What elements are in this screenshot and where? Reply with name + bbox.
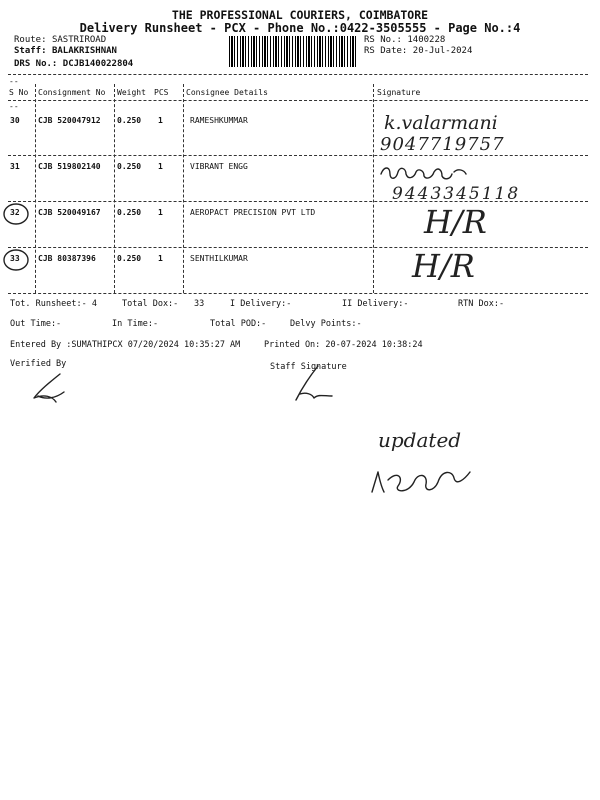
total-dox-value: 33 [194, 299, 205, 309]
handwritten-tamil-signature [378, 160, 478, 184]
row-consignee: SENTHILKUMAR [190, 254, 248, 263]
rs-date-value: 20-Jul-2024 [412, 46, 473, 56]
row-sno: 32 [10, 208, 20, 217]
runsheet-subtitle: Delivery Runsheet - PCX - Phone No.:0422-3505555 - Page No.:4 [79, 21, 521, 35]
handwritten-phone: 9443345118 [392, 184, 521, 204]
table-top-rule [8, 74, 588, 75]
tot-runsheet: Tot. Runsheet:- 4 [10, 299, 97, 309]
col-header-weight: Weight [117, 88, 146, 97]
staff-row [14, 46, 117, 56]
row-pcs: 1 [158, 254, 163, 263]
row-consignment: CJB 520047912 [38, 116, 101, 125]
staff-value: BALAKRISHNAN [51, 46, 117, 56]
staff-signature-scribble [288, 364, 338, 404]
company-title: THE PROFESSIONAL COURIERS, COIMBATORE [171, 8, 429, 22]
row-pcs: 1 [158, 208, 163, 217]
total-pod: Total POD:- [210, 319, 267, 329]
handwritten-signature-name: k.valarmani [384, 112, 498, 134]
verifier-signature-scribble [30, 372, 70, 406]
rs-no-label: RS No.: [364, 35, 402, 45]
row-weight: 0.250 [117, 162, 142, 171]
rs-date-label: RS Date: [364, 46, 408, 56]
row-weight: 0.250 [117, 116, 142, 125]
drs-label: DRS No.: [14, 59, 58, 69]
row-weight: 0.250 [117, 208, 142, 217]
out-time: Out Time:- [10, 319, 62, 329]
col-header-signature: Signature [377, 88, 421, 97]
handwritten-phone: 9047719757 [380, 134, 505, 155]
column-divider [373, 84, 374, 293]
route-value: SASTRIROAD [51, 35, 107, 45]
row-consignee: VIBRANT ENGG [190, 162, 248, 171]
row-consignee: AEROPACT PRECISION PVT LTD [190, 208, 316, 217]
col-header-sno: S No [9, 88, 29, 97]
row-pcs: 1 [158, 116, 163, 125]
route-label: Route: [14, 35, 47, 45]
staff-label: Staff: [14, 46, 47, 56]
drs-value: DCJB140022804 [62, 59, 134, 69]
rtn-dox: RTN Dox:- [458, 299, 505, 309]
table-bottom-rule [8, 293, 588, 294]
delvy-points: Delvy Points:- [290, 319, 362, 329]
rs-no-value: 1400228 [407, 35, 446, 45]
rs-date-row [364, 46, 472, 56]
row-sno: 30 [10, 116, 20, 125]
total-dox-label: Total Dox:- [122, 299, 179, 309]
col-header-pcs: PCS [154, 88, 169, 97]
row-weight: 0.250 [117, 254, 142, 263]
col-header-consignment: Consignment No [38, 88, 106, 97]
rs-no-row [364, 35, 445, 45]
staff-signature-label: Staff Signature [270, 362, 347, 372]
row-consignee: RAMESHKUMMAR [190, 116, 248, 125]
handwritten-updated-note: updated [378, 428, 462, 452]
handwritten-hr-mark: H/R [412, 247, 475, 285]
barcode-image [229, 36, 356, 67]
i-delivery: I Delivery:- [230, 299, 292, 309]
ii-delivery: II Delivery:- [342, 299, 409, 309]
verified-by-label: Verified By [10, 359, 67, 369]
row-consignment: CJB 519802140 [38, 162, 101, 171]
route-row [14, 35, 106, 45]
printed-on: Printed On: 20-07-2024 10:38:24 [264, 340, 423, 350]
col-header-consignee: Consignee Details [186, 88, 268, 97]
handwritten-initials-scribble [368, 452, 478, 500]
column-divider [183, 84, 184, 293]
entered-by: Entered By :SUMATHIPCX 07/20/2024 10:35:27 AM [10, 340, 241, 350]
row-dash-marker: -- [9, 102, 19, 111]
row-divider [8, 155, 588, 156]
handwritten-hr-mark: H/R [424, 203, 487, 241]
header-dash-marker: -- [9, 77, 19, 86]
row-sno: 31 [10, 162, 20, 171]
in-time: In Time:- [112, 319, 159, 329]
row-consignment: CJB 80387396 [38, 254, 96, 263]
row-pcs: 1 [158, 162, 163, 171]
row-divider [8, 247, 588, 248]
row-sno: 33 [10, 254, 20, 263]
row-consignment: CJB 520049167 [38, 208, 101, 217]
column-divider [114, 84, 115, 293]
table-header-rule [8, 100, 588, 101]
drs-row [14, 59, 133, 69]
column-divider [35, 84, 36, 293]
